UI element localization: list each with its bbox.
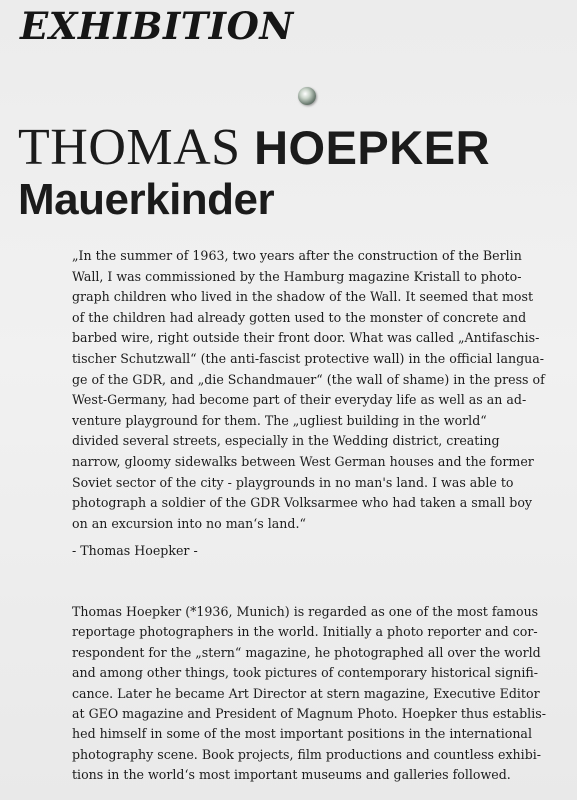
artist-last-name: HOEPKER [254, 121, 491, 174]
quote-line: Soviet sector of the city - playgrounds in no man's land. I was able to [72, 474, 514, 490]
bio-line: respondent for the „stern“ magazine, he photographed all over the world [72, 644, 541, 660]
quote-line: on an excursion into no man‘s land.“ [72, 515, 306, 531]
artist-name [18, 119, 491, 176]
exhibition-title: Mauerkinder [18, 175, 275, 224]
bio-line: and among other things, took pictures of contemporary historical signifi- [72, 665, 539, 681]
quote-line: West-Germany, had become part of their everyday life as well as an ad- [72, 392, 527, 408]
quote-attribution: - Thomas Hoepker - [72, 543, 198, 558]
bio-line: cance. Later he became Art Director at stern magazine, Executive Editor [72, 685, 540, 701]
bio-line: photography scene. Book projects, film productions and countless exhibi- [72, 746, 542, 762]
quote-line: Wall, I was commissioned by the Hamburg magazine Kristall to photo- [72, 268, 522, 284]
quote-line: „In the summer of 1963, two years after the construction of the Berlin [72, 248, 522, 263]
quote-line: ge of the GDR, and „die Schandmauer“ (the wall of shame) in the press of [72, 371, 545, 387]
exhibition-label: EXHIBITION [20, 4, 294, 48]
quote-line: barbed wire, right outside their front door. What was called „Antifaschis- [72, 330, 540, 346]
bio-line: hed himself in some of the most important positions in the international [72, 726, 532, 742]
quote-line: graph children who lived in the shadow of the Wall. It seemed that most [72, 289, 534, 305]
bio-line: tions in the world‘s most important museums and galleries followed. [72, 767, 511, 783]
quote-line: venture playground for them. The „ugliest building in the world“ [72, 412, 487, 428]
artist-first-name: THOMAS [18, 119, 241, 176]
bio-line: reportage photographers in the world. Initially a photo reporter and cor- [72, 624, 538, 640]
bio-line: Thomas Hoepker (*1936, Munich) is regarded as one of the most famous [72, 604, 539, 619]
quote-line: narrow, gloomy sidewalks between West German houses and the former [72, 453, 534, 469]
push-pin-icon [298, 87, 316, 105]
quote-line: photograph a soldier of the GDR Volksarmee who had taken a small boy [72, 495, 533, 511]
quote-line: of the children had already gotten used to the monster of concrete and [72, 309, 527, 325]
artist-quote [72, 246, 560, 534]
quote-line: divided several streets, especially in the Wedding district, creating [72, 433, 500, 449]
bio-line: at GEO magazine and President of Magnum Photo. Hoepker thus establis- [72, 706, 546, 722]
quote-line: tischer Schutzwall“ (the anti-fascist protective wall) in the official langua- [72, 350, 545, 366]
artist-biography [72, 602, 560, 786]
